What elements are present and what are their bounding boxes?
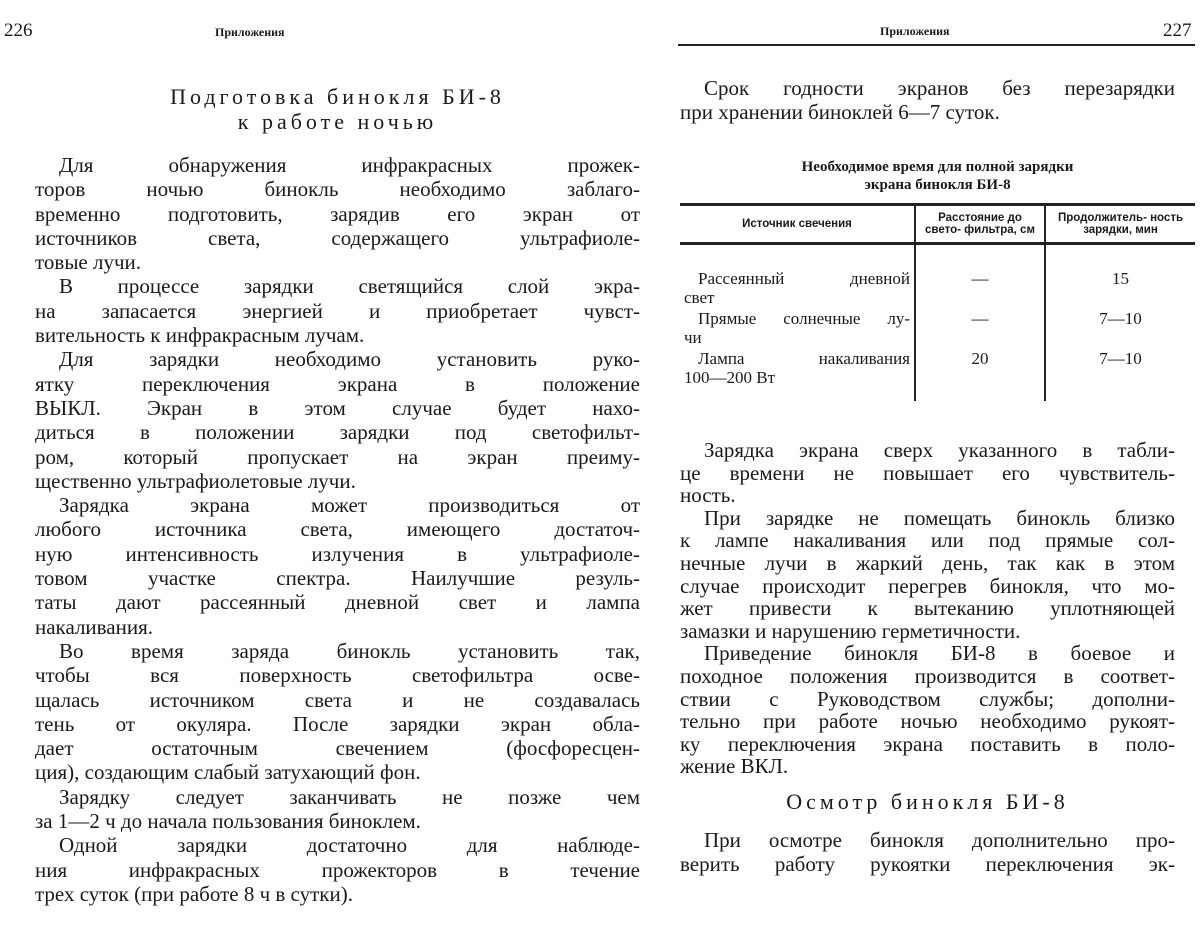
text-line: чтобы вся поверхность светофильтра осве-	[35, 663, 640, 688]
header-rule	[678, 44, 1195, 46]
text-line: ствии с Руководством службы; дополни-	[680, 686, 1175, 711]
table-row	[680, 244, 1195, 308]
text-line: товые лучи.	[35, 250, 142, 275]
text-line: Срок годности экранов без перезарядки	[704, 76, 1175, 100]
text-line: Для обнаружения инфракрасных прожек-	[59, 153, 640, 177]
text-line: Приведение бинокля БИ-8 в боевое и	[704, 641, 1175, 666]
source-cell-line: Рассеянный дневной	[698, 269, 910, 288]
text-line: к лампе накаливания или под прямые сол-	[680, 528, 1175, 553]
text-line: диться в положении зарядки под светофильт-	[35, 420, 640, 445]
duration-cell: 7—10	[1045, 347, 1195, 401]
text-line: Зарядка экрана может производиться от	[59, 493, 640, 518]
text-line: за 1—2 ч до начала пользования биноклем.	[35, 809, 421, 834]
heading-line: Подготовка бинокля БИ-8	[170, 84, 505, 109]
charging-table-block	[680, 158, 1195, 401]
col-header-duration: Продолжитель- ность зарядки, мин	[1045, 205, 1195, 244]
table-row	[680, 347, 1195, 401]
text-line: щалась источником света и не создавалась	[35, 687, 640, 712]
text-line: вительность к инфракрасным лучам.	[35, 323, 365, 348]
section-heading-left	[35, 84, 640, 134]
running-head-left: Приложения	[215, 25, 285, 39]
text-line: временно подготовить, зарядив его экран от	[35, 201, 640, 226]
text-line: тельно при работе ночью необходимо рукоят-	[680, 709, 1175, 734]
text-line: таты дают рассеянный дневной свет и лампа	[35, 590, 640, 615]
text-line: нечные лучи в жаркий день, так как в этом	[680, 550, 1175, 575]
text-line: дает остаточным свечением (фосфоресцен-	[35, 736, 640, 761]
col-header-source: Источник свечения	[742, 218, 852, 230]
text-line: источников света, содержащего ультрафиоле-	[35, 225, 640, 250]
text-line: замазки и нарушению герметичности.	[680, 618, 1021, 643]
text-line: ность.	[680, 483, 736, 508]
left-page-body	[35, 153, 640, 906]
text-line: ния инфракрасных прожекторов в течение	[35, 857, 640, 882]
text-line: це времени не повышает его чувствитель-	[680, 460, 1175, 485]
text-line: накаливания.	[35, 614, 154, 639]
text-line: ром, который пропускает на экран преиму-	[35, 444, 640, 469]
source-cell-line: свет	[684, 288, 715, 307]
right-intro	[680, 76, 1175, 125]
text-line: ВЫКЛ. Экран в этом случае будет нахо-	[35, 395, 640, 420]
text-line: торов ночью бинокль необходимо заблаго-	[35, 177, 640, 202]
col-header-distance: Расстояние до свето- фильтра, см	[915, 205, 1045, 244]
distance-cell: —	[915, 307, 1045, 347]
right-page-body	[680, 439, 1175, 778]
distance-cell: —	[915, 244, 1045, 308]
text-line: ную интенсивность излучения в ультрафиоле-	[35, 541, 640, 566]
text-line: ция), создающим слабый затухающий фон.	[35, 760, 421, 785]
text-line: При осмотре бинокля дополнительно про-	[704, 828, 1175, 852]
table-title-line: Необходимое время для полной зарядки	[801, 159, 1074, 175]
text-line: товом участке спектра. Наилучшие резуль-	[35, 566, 640, 591]
source-cell-line: Лампа накаливания	[698, 349, 910, 368]
duration-cell: 15	[1045, 244, 1195, 308]
text-line: При зарядке не помещать бинокль близко	[704, 505, 1175, 530]
text-line: Зарядку следует заканчивать не позже чем	[59, 784, 640, 809]
text-line: жение ВКЛ.	[680, 754, 789, 779]
text-line: случае происходит перегрев бинокля, что мо-	[680, 573, 1175, 598]
duration-cell: 7—10	[1045, 307, 1195, 347]
table-row	[680, 307, 1195, 347]
text-line: В процессе зарядки светящийся слой экра-	[59, 274, 640, 299]
text-line: походное положения производится в соответ-	[680, 663, 1175, 688]
running-head-right: Приложения	[880, 24, 950, 38]
page-number-right: 227	[1163, 20, 1192, 41]
text-line: при хранении биноклей 6—7 суток.	[680, 100, 1000, 125]
text-line: трех суток (при работе 8 ч в сутки).	[35, 881, 353, 906]
text-line: любого источника света, имеющего достаточ-	[35, 517, 640, 542]
distance-cell: 20	[915, 347, 1045, 401]
text-line: ятку переключения экрана в положение	[35, 371, 640, 396]
text-line: щественно ультрафиолетовые лучи.	[35, 468, 356, 493]
table-title-line: экрана бинокля БИ-8	[864, 177, 1011, 193]
text-line: верить работу рукоятки переключения эк-	[680, 852, 1175, 877]
charging-table	[680, 203, 1195, 401]
source-cell-line: Прямые солнечные лу-	[698, 309, 910, 328]
page-number-left: 226	[4, 20, 33, 41]
right-final	[680, 828, 1175, 877]
text-line: Во время заряда бинокль установить так,	[59, 638, 640, 663]
source-cell-line: 100—200 Вт	[684, 368, 776, 387]
text-line: Зарядка экрана сверх указанного в табли-	[704, 438, 1175, 462]
text-line: Для зарядки необходимо установить руко-	[59, 347, 640, 372]
source-cell-line: чи	[684, 328, 702, 347]
table-title	[680, 158, 1195, 194]
text-line: Одной зарядки достаточно для наблюде-	[59, 833, 640, 858]
text-line: тень от окуляра. После зарядки экран обла-	[35, 711, 640, 736]
section-heading-right: Осмотр бинокля БИ-8	[786, 789, 1069, 814]
heading-line: к работе ночью	[237, 109, 438, 134]
text-line: на запасается энергией и приобретает чувст-	[35, 298, 640, 323]
text-line: ку переключения экрана поставить в поло-	[680, 731, 1175, 756]
text-line: жет привести к вытеканию уплотняющей	[680, 596, 1175, 621]
